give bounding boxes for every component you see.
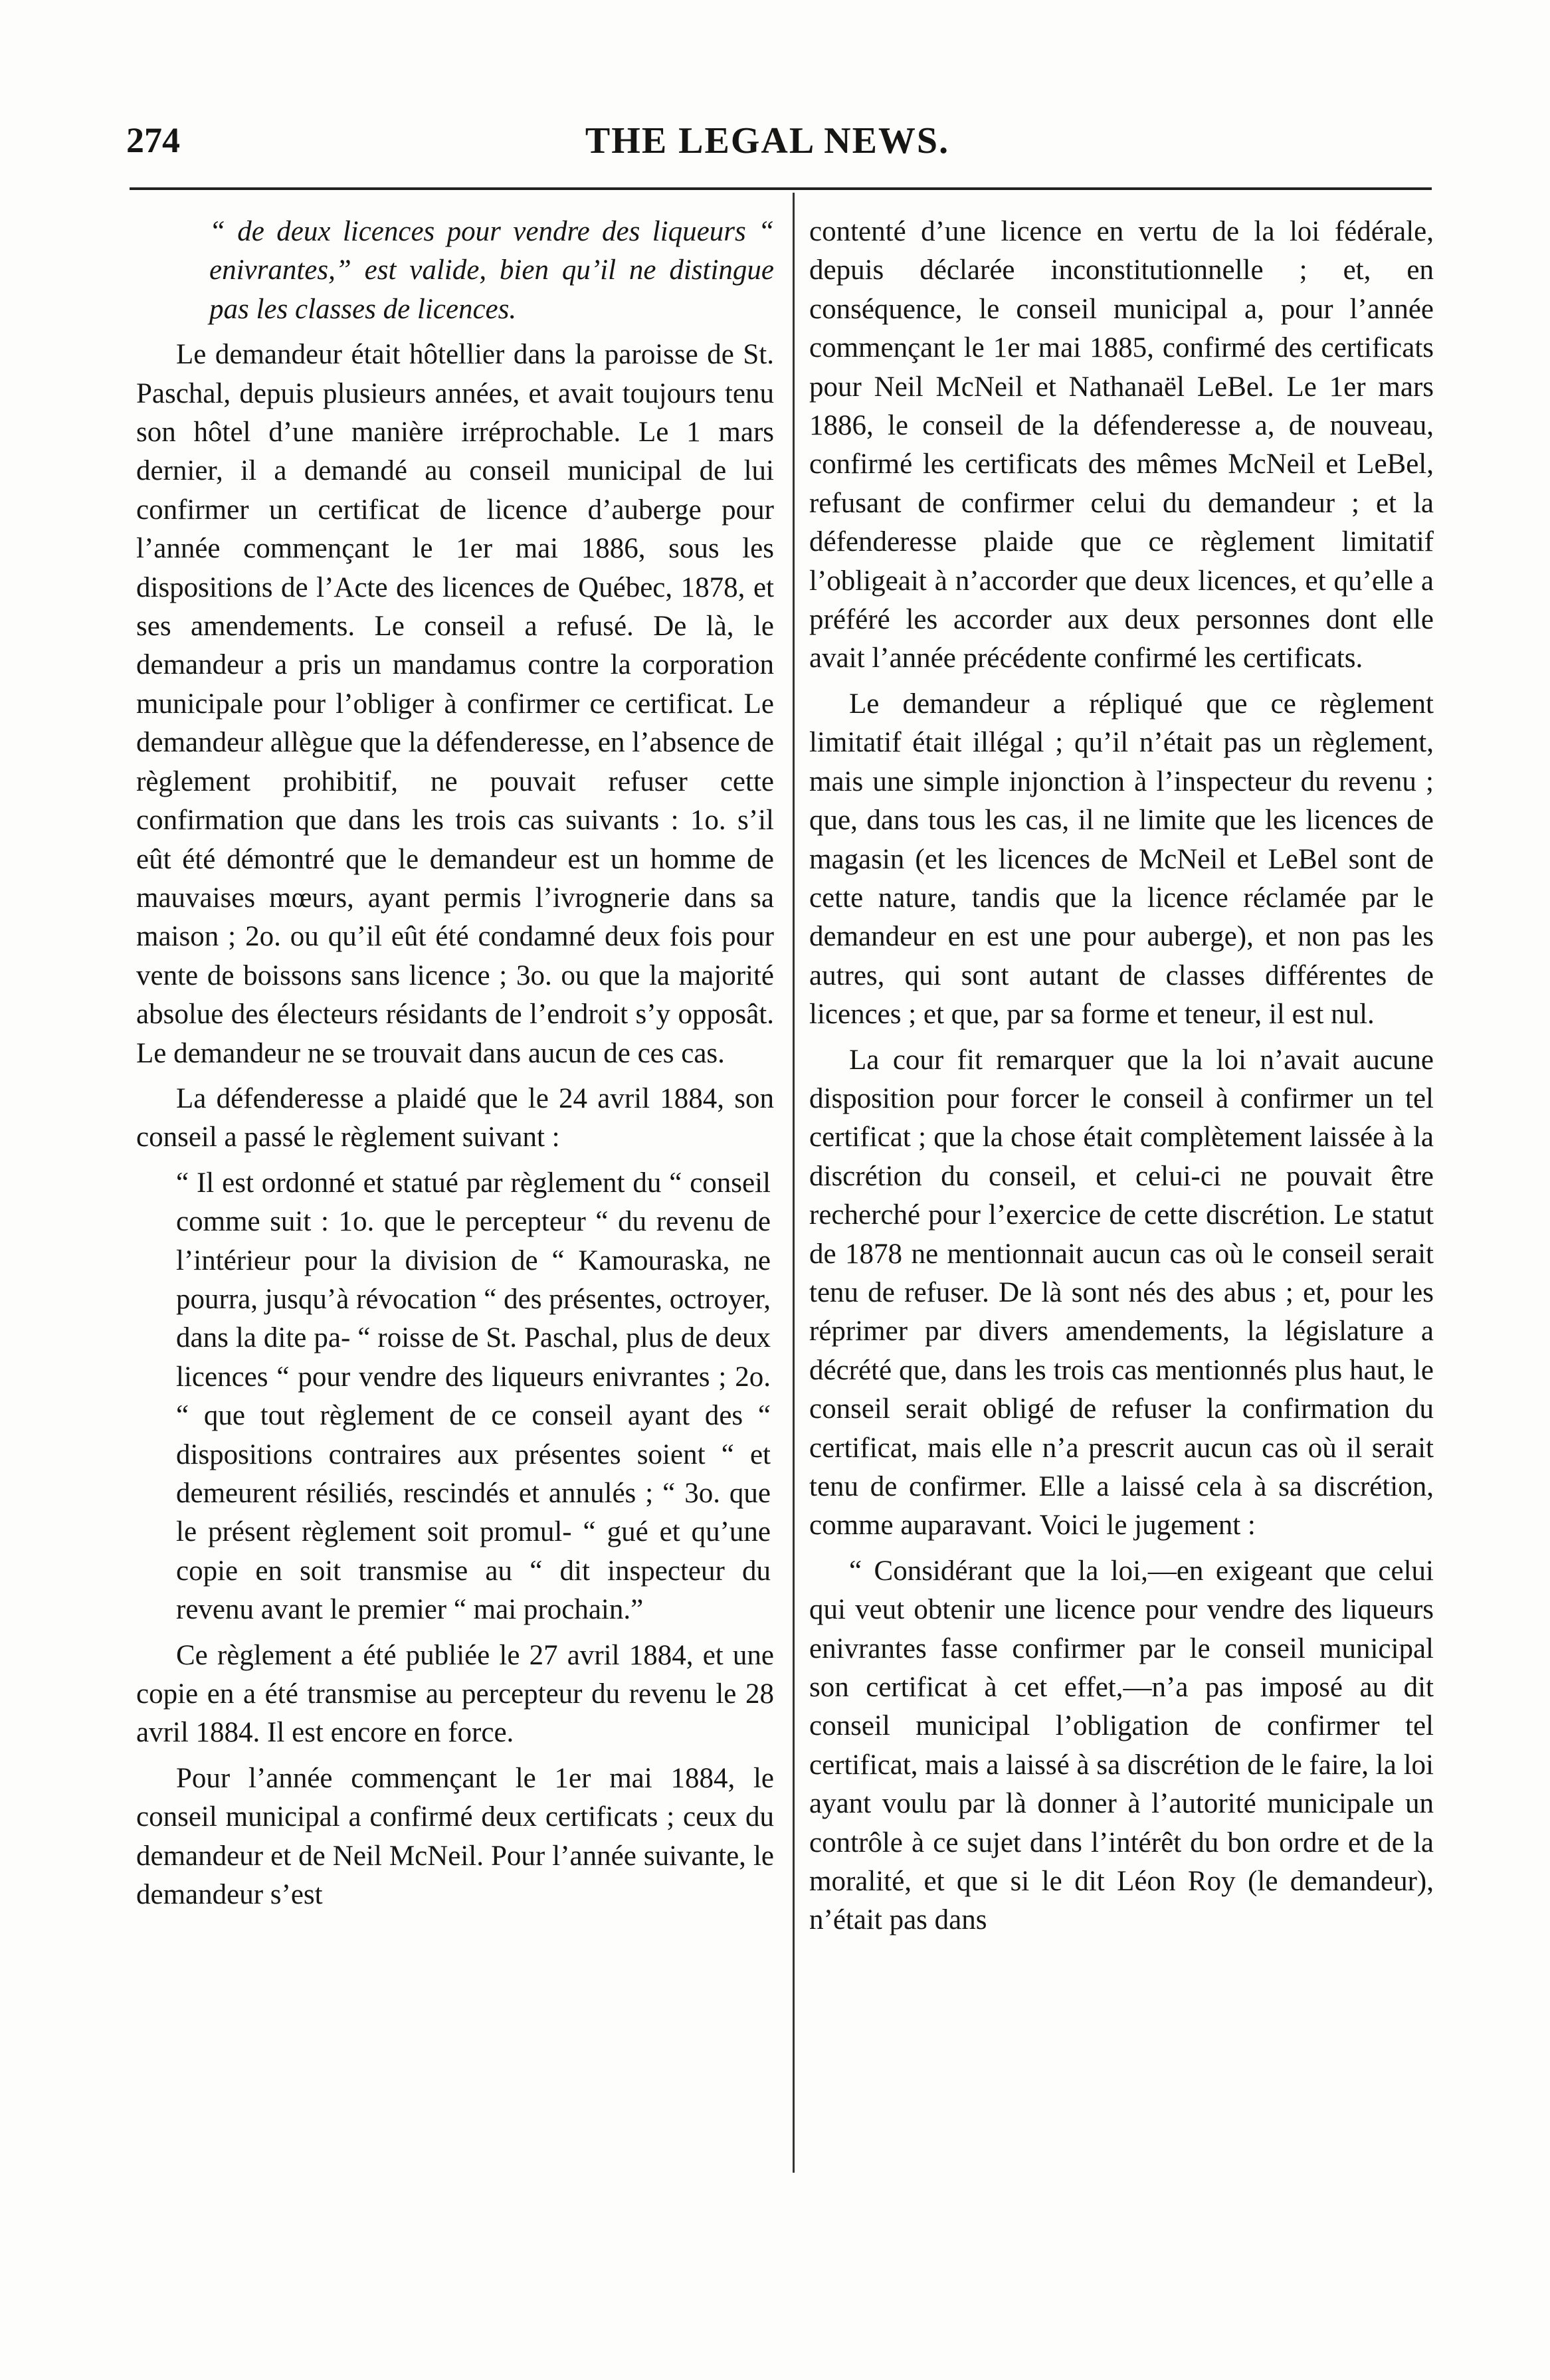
left-paragraph-6: Pour l’année commençant le 1er mai 1884, le conseil municipal a confirmé deux certificats ; ceux du demandeur et de Neil McNeil. Pour l’année suivante, le demandeur s’est: [136, 1762, 774, 1911]
right-paragraph-1: contenté d’une licence en vertu de la loi fédérale, depuis déclarée inconstitutionnelle ; et, en conséquence, le conseil municipal a, pour l’année commençant le 1er mai 1885, confirmé des certificats pour Neil McNeil et Nathanaël LeBel. Le 1er mars 1886, le conseil de la défenderesse a, de nouveau, confirmé les certificats des mêmes McNeil et LeBel, refusant de confirmer celui du demandeur ; et la défenderesse plaide que ce règlement limitatif l’obligeait à n’accorder que deux licences, et qu’elle a préféré les accorder aux deux personnes dont elle avait l’année précédente confirmé les certificats.: [809, 216, 1434, 674]
running-title: THE LEGAL NEWS.: [585, 120, 950, 161]
header-rule: [130, 187, 1432, 190]
left-paragraph-3: La défenderesse a plaidé que le 24 avril 1884, son conseil a passé le règlement suivant :: [136, 1082, 774, 1153]
left-paragraph-5: Ce règlement a été publiée le 27 avril 1884, et une copie en a été transmise au percepteur du revenu le 28 avril 1884. Il est encore en force.: [136, 1639, 774, 1749]
left-paragraph-2: Le demandeur était hôtellier dans la paroisse de St. Paschal, depuis plusieurs années, et avait toujours tenu son hôtel d’une manière irréprochable. Le 1 mars dernier, il a demandé au conseil municipal de lui confirmer un certificat de licence d’auberge pour l’année commençant le 1er mai 1886, sous les dispositions de l’Acte des licences de Québec, 1878, et ses amendements. Le conseil a refusé. De là, le demandeur a pris un mandamus contre la corporation municipale pour l’obliger à confirmer ce certificat. Le demandeur allègue que la défenderesse, en l’absence de règlement prohibitif, ne pouvait refuser cette confirmation que dans les trois cas suivants : 1o. s’il eût été démontré que le demandeur est un homme de mauvaises mœurs, ayant permis l’ivrognerie dans sa maison ; 2o. ou qu’il eût été condamné deux fois pour vente de boissons sans licence ; 3o. ou que la majorité absolue des électeurs résidants de l’endroit s’y opposât. Le demandeur ne se trouvait dans aucun de ces cas.: [136, 339, 774, 1069]
column-divider: [793, 193, 795, 2173]
left-paragraph-4-bylaw-quote: “ Il est ordonné et statué par règlement du “ conseil comme suit : 1o. que le percepteur “ du revenu de l’intérieur pour la division de “ Kamouraska, ne pourra, jusqu’à révocation “ des présentes, octroyer, dans la dite pa- “ roisse de St. Paschal, plus de deux licences “ pour vendre des liqueurs enivrantes ; 2o. “ que tout règlement de ce conseil ayant des “ dispositions contraires aux présentes soient “ et demeurent résiliés, rescindés et annulés ; “ 3o. que le présent règlement soit promul- “ gué et qu’une copie en soit transmise au “ dit inspecteur du revenu avant le premier “ mai prochain.”: [176, 1167, 771, 1626]
right-paragraph-3: La cour fit remarquer que la loi n’avait aucune disposition pour forcer le conseil à confirmer un tel certificat ; que la chose était complètement laissée à la discrétion du conseil, et celui-ci ne pouvait être recherché pour l’exercice de cette discrétion. Le statut de 1878 ne mentionnait aucun cas où le conseil serait tenu de refuser. De là sont nés des abus ; et, pour les réprimer par divers amendements, la législature a décrété que, dans les trois cas mentionnés plus haut, le conseil serait obligé de refuser la confirmation du certificat, mais elle n’a prescrit aucun cas où il serait tenu de confirmer. Elle a laissé cela à sa discrétion, comme auparavant. Voici le jugement :: [809, 1044, 1434, 1541]
right-paragraph-2: Le demandeur a répliqué que ce règlement limitatif était illégal ; qu’il n’était pas un règlement, mais une simple injonction à l’inspecteur du revenu ; que, dans tous les cas, il ne limite que les licences de magasin (et les licences de McNeil et LeBel sont de cette nature, tandis que la licence réclamée par le demandeur en est une pour auberge), et non pas les autres, qui sont autant de classes différentes de licences ; et que, par sa forme et teneur, il est nul.: [809, 688, 1434, 1031]
page-number: 274: [126, 120, 180, 160]
right-paragraph-4-judgment-quote: “ Considérant que la loi,—en exigeant que celui qui veut obtenir une licence pour vendre des liqueurs enivrantes fasse confirmer par le conseil municipal son certificat à cet effet,—n’a pas imposé au dit conseil municipal l’obligation de confirmer tel certificat, mais a laissé à sa discrétion de le faire, la loi ayant voulu par là donner à l’autorité municipale un contrôle à ce sujet dans l’intérêt du bon ordre et de la moralité, et que si le dit Léon Roy (le demandeur), n’était pas dans: [809, 1555, 1434, 1936]
page-header: [100, 113, 1435, 173]
left-column: [136, 213, 774, 1921]
left-paragraph-1: “ de deux licences pour vendre des liqueurs “ enivrantes,” est valide, bien qu’il ne distingue pas les classes de licences.: [209, 216, 774, 325]
right-column: [809, 213, 1434, 1947]
